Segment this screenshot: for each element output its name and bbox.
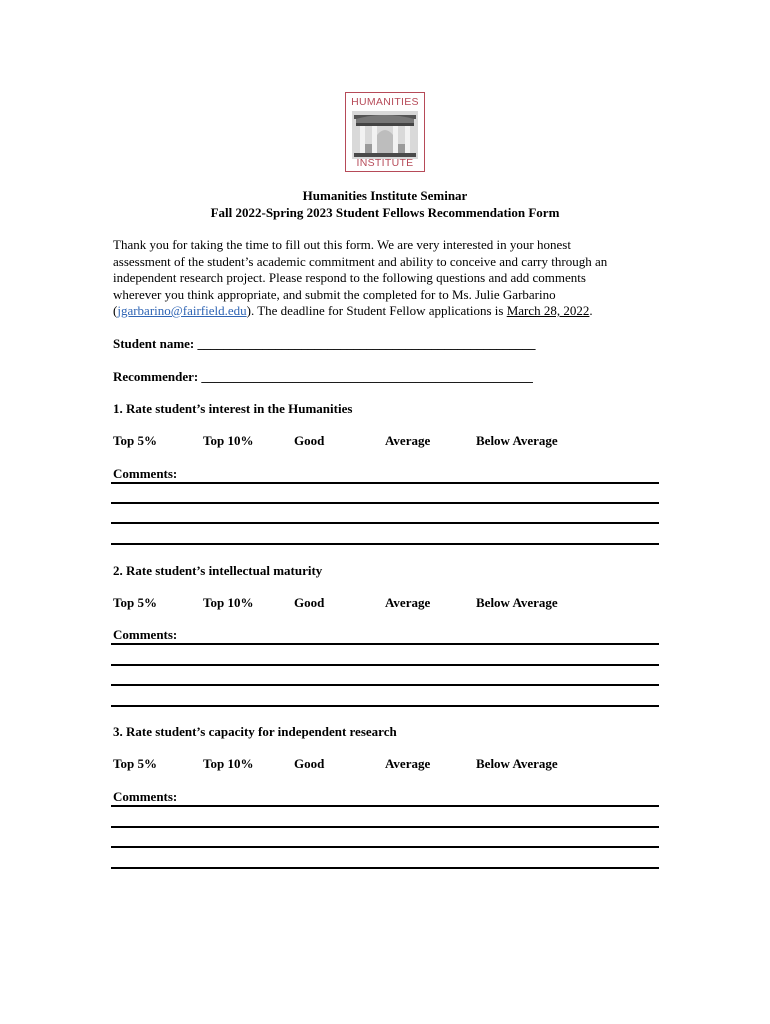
intro-paragraph xyxy=(113,237,653,320)
rating-below-average[interactable]: Below Average xyxy=(476,595,558,610)
comment-line[interactable] xyxy=(111,643,659,645)
comment-line[interactable] xyxy=(111,705,659,707)
question-1: 1. Rate student’s interest in the Humanities xyxy=(113,401,353,416)
comment-line[interactable] xyxy=(111,867,659,869)
comment-line[interactable] xyxy=(111,826,659,828)
comment-line[interactable] xyxy=(111,684,659,686)
logo-bottom-text: INSTITUTE xyxy=(356,157,414,169)
humanities-institute-logo xyxy=(345,92,425,172)
deadline-date: March 28, 2022 xyxy=(506,303,590,318)
rating-good[interactable]: Good xyxy=(294,595,325,610)
rating-top-10[interactable]: Top 10% xyxy=(203,595,254,610)
rating-average[interactable]: Average xyxy=(385,433,431,448)
rating-top-10[interactable]: Top 10% xyxy=(203,756,254,771)
comment-line[interactable] xyxy=(111,502,659,504)
rating-below-average[interactable]: Below Average xyxy=(476,433,558,448)
comments-label: Comments: xyxy=(113,789,178,804)
logo-top-text: HUMANITIES xyxy=(351,96,419,108)
rating-options-2 xyxy=(113,595,673,613)
student-name-field[interactable]: Student name: ____________________________________________________ xyxy=(113,336,536,351)
rating-below-average[interactable]: Below Average xyxy=(476,756,558,771)
rating-top-10[interactable]: Top 10% xyxy=(203,433,254,448)
paren-open: ( xyxy=(113,303,118,318)
rating-top-5[interactable]: Top 5% xyxy=(113,595,157,610)
intro-line: wherever you think appropriate, and submit the completed for to Ms. Julie Garbarino xyxy=(113,286,556,302)
intro-line xyxy=(113,303,653,320)
comment-line[interactable] xyxy=(111,522,659,524)
rating-average[interactable]: Average xyxy=(385,595,431,610)
question-2: 2. Rate student’s intellectual maturity xyxy=(113,563,323,578)
rating-good[interactable]: Good xyxy=(294,433,325,448)
intro-line: Thank you for taking the time to fill out this form. We are very interested in your honest xyxy=(113,237,571,252)
intro-line: assessment of the student’s academic commitment and ability to conceive and carry through an xyxy=(113,253,608,269)
period: . xyxy=(589,303,593,318)
recommender-field[interactable]: Recommender: ___________________________________________________ xyxy=(113,369,533,384)
comment-line[interactable] xyxy=(111,482,659,484)
comment-line[interactable] xyxy=(111,846,659,848)
question-3: 3. Rate student’s capacity for independent research xyxy=(113,724,397,739)
intro-line: independent research project. Please respond to the following questions and add comments xyxy=(113,270,586,285)
rating-options-1 xyxy=(113,433,673,451)
form-title: Humanities Institute Seminar xyxy=(302,188,468,203)
comments-label: Comments: xyxy=(113,466,178,481)
intro-text: ). The deadline for Student Fellow applications is xyxy=(246,303,507,318)
comment-line[interactable] xyxy=(111,805,659,807)
comments-label: Comments: xyxy=(113,627,178,642)
building-columns-icon xyxy=(352,111,418,159)
comment-line[interactable] xyxy=(111,543,659,545)
comment-line[interactable] xyxy=(111,664,659,666)
rating-options-3 xyxy=(113,756,673,774)
rating-top-5[interactable]: Top 5% xyxy=(113,433,157,448)
form-subtitle: Fall 2022-Spring 2023 Student Fellows Recommendation Form xyxy=(210,205,560,220)
rating-average[interactable]: Average xyxy=(385,756,431,771)
email-link[interactable]: jgarbarino@fairfield.edu xyxy=(117,303,247,318)
rating-good[interactable]: Good xyxy=(294,756,325,771)
rating-top-5[interactable]: Top 5% xyxy=(113,756,157,771)
